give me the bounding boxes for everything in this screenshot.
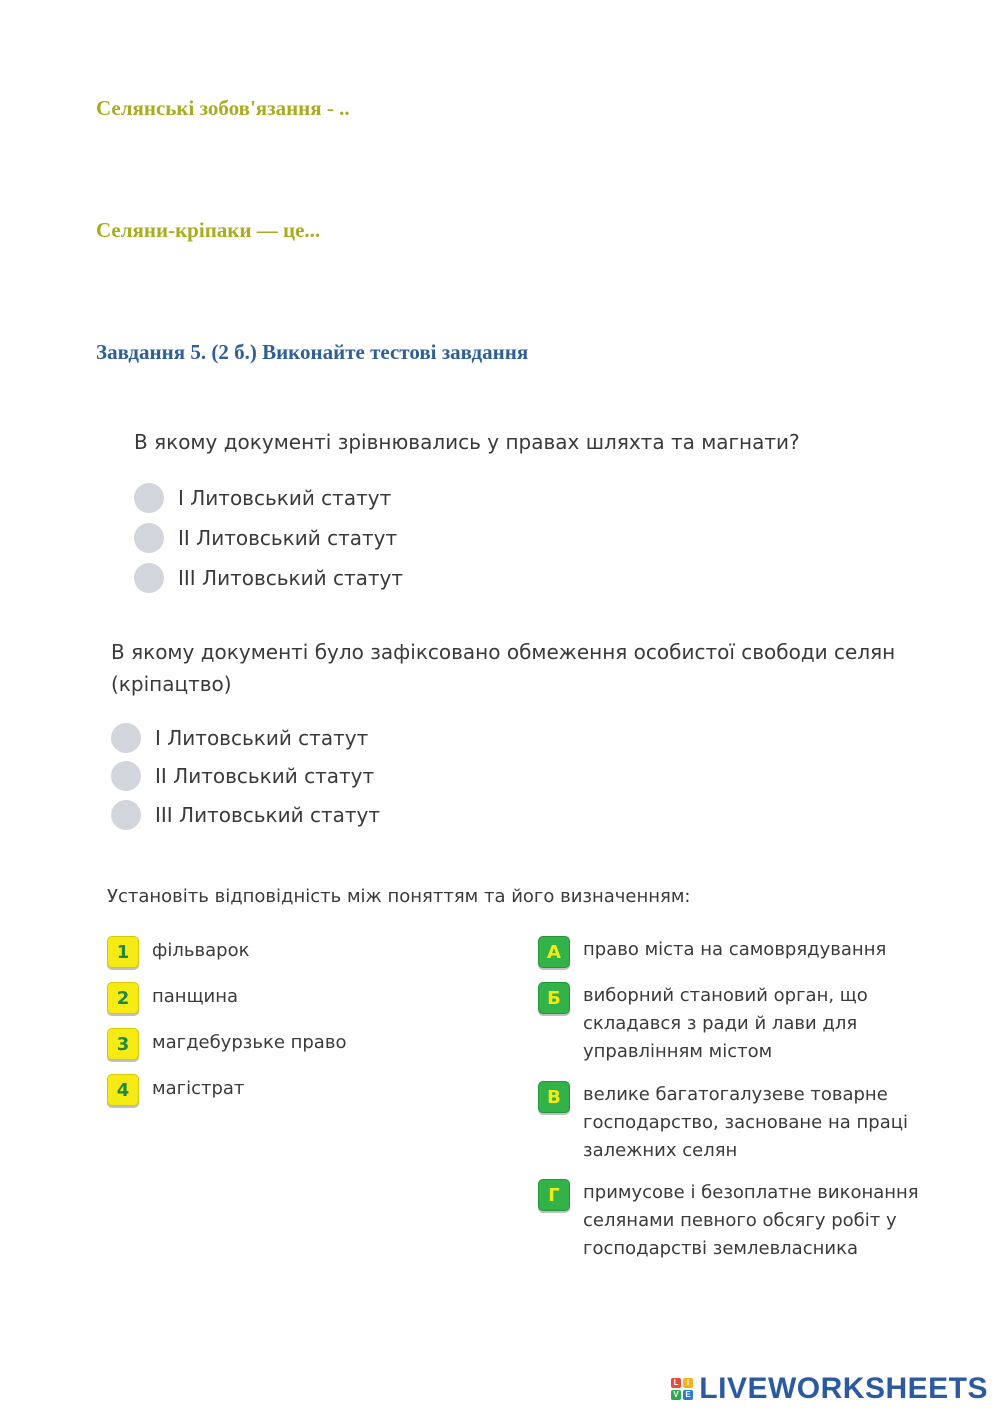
term-label: фільварок bbox=[152, 940, 250, 961]
q2-option-2[interactable] bbox=[111, 760, 374, 792]
term-label: магістрат bbox=[152, 1078, 245, 1099]
letter-badge: В bbox=[538, 1081, 570, 1113]
definition-item-h bbox=[538, 1179, 963, 1263]
q2-option-3[interactable] bbox=[111, 799, 380, 831]
question-2-text: В якому документі було зафіксовано обмеження особистої свободи селян (кріпацтво) bbox=[111, 640, 896, 696]
number-badge: 4 bbox=[107, 1074, 139, 1106]
term-item-3 bbox=[107, 1028, 346, 1060]
logo-mark-icon bbox=[671, 1378, 693, 1400]
q1-option-1-label: І Литовський статут bbox=[178, 486, 392, 510]
logo-letter: L bbox=[671, 1378, 681, 1388]
q1-option-3[interactable] bbox=[134, 562, 403, 594]
definition-title-serfs: Селяни-кріпаки — це... bbox=[96, 218, 321, 242]
definition-item-b bbox=[538, 982, 963, 1066]
radio-button[interactable] bbox=[134, 483, 164, 513]
q1-option-3-label: ІІІ Литовський статут bbox=[178, 566, 404, 590]
logo-letter: I bbox=[683, 1378, 693, 1388]
q2-option-1-label: І Литовський статут bbox=[155, 726, 369, 750]
definition-label: виборний становий орган, що складався з ради й лави для управлінням містом bbox=[583, 985, 868, 1062]
logo-letter: V bbox=[671, 1390, 681, 1400]
term-label: панщина bbox=[152, 986, 239, 1007]
definition-label: примусове і безоплатне виконання селянами певного обсягу робіт у господарстві землевласника bbox=[583, 1182, 919, 1259]
definition-title-obligations: Селянські зобов'язання - .. bbox=[96, 96, 350, 120]
radio-button[interactable] bbox=[134, 523, 164, 553]
definition-label: велике багатогалузеве товарне господарство, засноване на праці залежних селян bbox=[583, 1084, 908, 1161]
number-badge: 1 bbox=[107, 936, 139, 968]
term-item-2 bbox=[107, 982, 238, 1014]
q2-option-3-label: ІІІ Литовський статут bbox=[155, 803, 381, 827]
letter-badge: Г bbox=[538, 1179, 570, 1211]
term-item-1 bbox=[107, 936, 249, 968]
q1-option-2[interactable] bbox=[134, 522, 397, 554]
radio-button[interactable] bbox=[111, 761, 141, 791]
definition-item-v bbox=[538, 1081, 963, 1165]
q2-option-2-label: ІІ Литовський статут bbox=[155, 764, 375, 788]
letter-badge: Б bbox=[538, 982, 570, 1014]
definition-item-a bbox=[538, 936, 963, 968]
brand-name: LIVEWORKSHEETS bbox=[699, 1372, 988, 1405]
term-item-4 bbox=[107, 1074, 244, 1106]
q1-option-1[interactable] bbox=[134, 482, 391, 514]
task-heading: Завдання 5. (2 б.) Виконайте тестові завдання bbox=[96, 340, 529, 364]
radio-button[interactable] bbox=[134, 563, 164, 593]
q2-option-1[interactable] bbox=[111, 722, 368, 754]
matching-title: Установіть відповідність між поняттям та його визначенням: bbox=[107, 886, 691, 907]
radio-button[interactable] bbox=[111, 723, 141, 753]
liveworksheets-logo bbox=[671, 1372, 988, 1406]
logo-letter: E bbox=[683, 1390, 693, 1400]
term-label: магдебурзьке право bbox=[152, 1032, 347, 1053]
definition-label: право міста на самоврядування bbox=[583, 939, 887, 960]
number-badge: 2 bbox=[107, 982, 139, 1014]
question-1-text: В якому документі зрівнювались у правах шляхта та магнати? bbox=[134, 430, 800, 454]
number-badge: 3 bbox=[107, 1028, 139, 1060]
letter-badge: А bbox=[538, 936, 570, 968]
radio-button[interactable] bbox=[111, 800, 141, 830]
q1-option-2-label: ІІ Литовський статут bbox=[178, 526, 398, 550]
